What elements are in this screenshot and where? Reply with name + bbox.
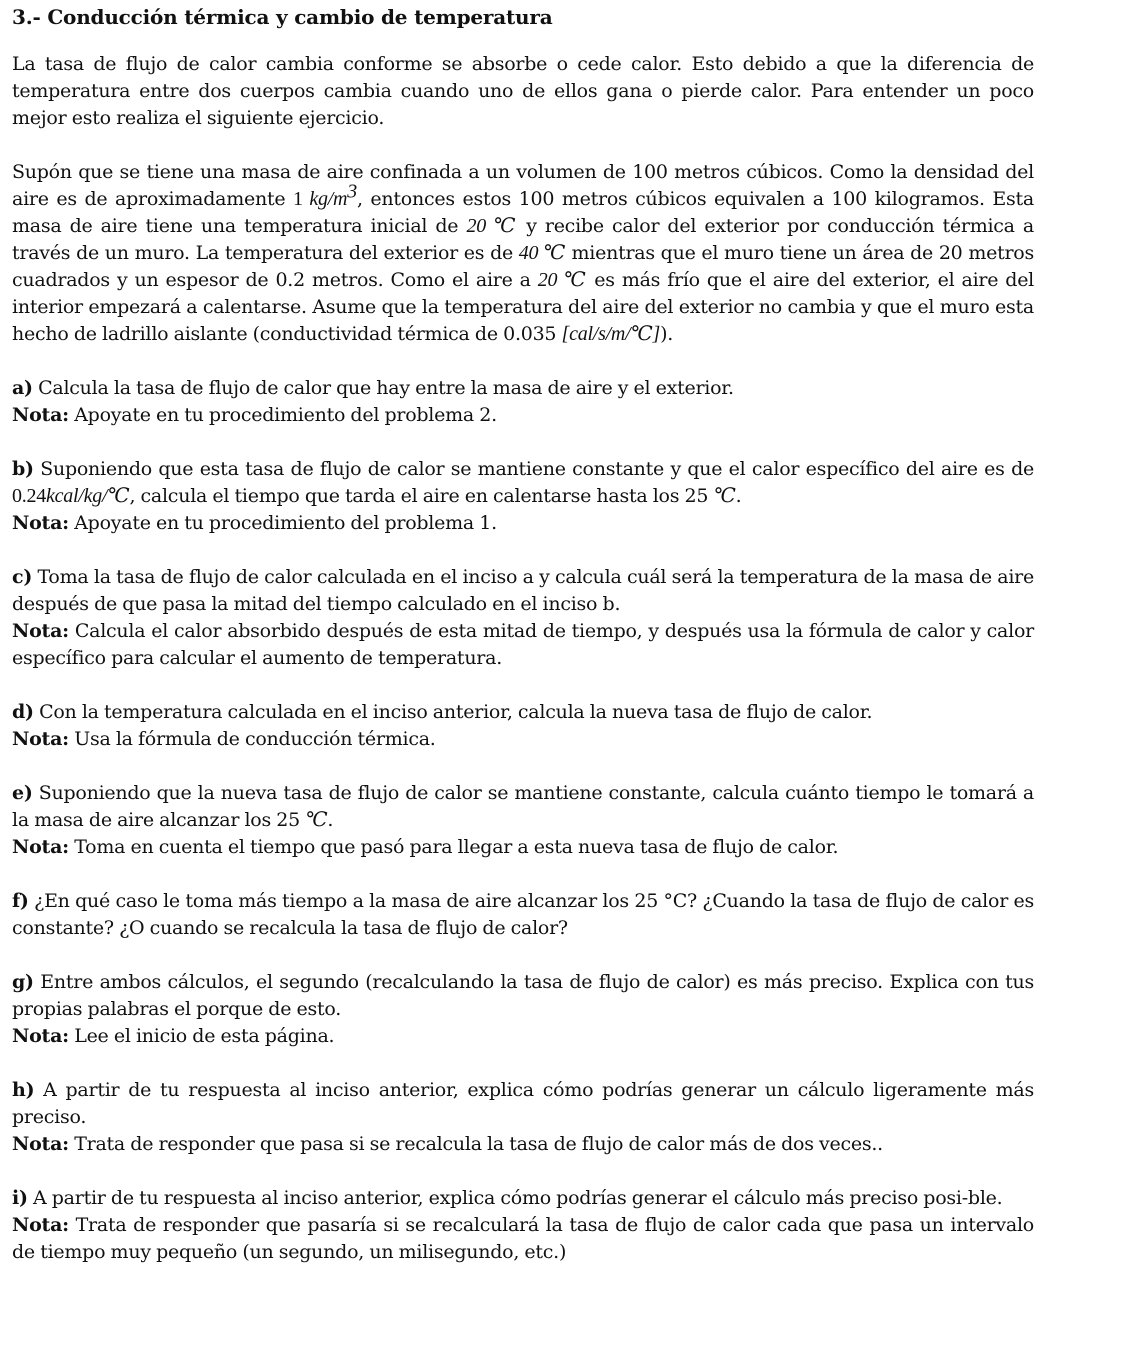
- question-text: Con la temperatura calculada en el inciso anterior, calcula la nueva tasa de flujo de calor.: [33, 701, 873, 723]
- document-page: [12, 0, 1034, 1266]
- note-label: Nota:: [12, 1214, 69, 1236]
- note-text: Trata de responder que pasaría si se recalculará la tasa de flujo de calor cada que pasa un intervalo de tiempo muy pequeño (un segundo, un milisegundo, etc.): [12, 1214, 1034, 1263]
- question-text: Toma la tasa de flujo de calor calculada en el inciso a y calcula cuál será la temperatura de la masa de aire después de que pasa la mitad del tiempo calculado en el inciso b.: [12, 566, 1034, 615]
- question-text: Suponiendo que esta tasa de flujo de calor se mantiene constante y que el calor específico del aire es de: [33, 458, 1034, 480]
- note-a: [12, 402, 1034, 429]
- question-label: i): [12, 1187, 28, 1209]
- question-text: , calcula el tiempo que tarda el aire en calentarse hasta los 25: [129, 485, 714, 507]
- temperature-unit: ℃: [713, 485, 736, 507]
- note-b: [12, 510, 1034, 537]
- note-label: Nota:: [12, 728, 69, 750]
- initial-temperature: 20 ℃: [466, 215, 519, 237]
- question-g: [12, 969, 1034, 1023]
- note-g: [12, 1023, 1034, 1050]
- density-exponent: 3: [347, 180, 357, 203]
- note-h: [12, 1131, 1034, 1158]
- note-text: Lee el inicio de esta página.: [68, 1025, 335, 1047]
- question-text: Calcula la tasa de flujo de calor que hay entre la masa de aire y el exterior.: [32, 377, 734, 399]
- question-label: c): [12, 566, 33, 588]
- note-i: [12, 1212, 1034, 1266]
- question-text: A partir de tu respuesta al inciso anterior, explica cómo podrías generar un cálculo ligeramente más preciso.: [12, 1079, 1034, 1128]
- note-d: [12, 726, 1034, 753]
- problem-setup-paragraph: [12, 159, 1034, 348]
- question-b: [12, 456, 1034, 510]
- note-label: Nota:: [12, 404, 69, 426]
- question-label: b): [12, 458, 34, 480]
- question-h: [12, 1077, 1034, 1131]
- setup-text: ).: [660, 323, 674, 345]
- question-i: [12, 1185, 1034, 1212]
- question-label: a): [12, 377, 33, 399]
- setup-text: mientras que el muro tiene un área de 20 metros cuadrados y un espesor de 0.2 metros. Como el aire a: [12, 242, 1034, 291]
- section-title: 3.- Conducción térmica y cambio de temperatura: [12, 5, 553, 29]
- note-text: Calcula el calor absorbido después de esta mitad de tiempo, y después usa la fórmula de calor y calor específico para calcular el aumento de temperatura.: [12, 620, 1034, 669]
- note-c: [12, 618, 1034, 672]
- note-text: Apoyate en tu procedimiento del problema 2.: [68, 404, 497, 426]
- question-text: Entre ambos cálculos, el segundo (recalculando la tasa de flujo de calor) es más preciso. Explica con tus propias palabras el porque de esto.: [12, 971, 1034, 1020]
- setup-text: y recibe calor del exterior por conducción térmica a través de un muro. La temperatura del exterior es de: [12, 215, 1034, 264]
- question-e: [12, 780, 1034, 834]
- question-f: [12, 888, 1034, 942]
- density-unit: kg/m: [309, 188, 348, 210]
- question-label: e): [12, 782, 33, 804]
- note-e: [12, 834, 1034, 861]
- note-label: Nota:: [12, 620, 69, 642]
- question-label: f): [12, 890, 29, 912]
- question-text: .: [327, 809, 334, 831]
- question-text: Suponiendo que la nueva tasa de flujo de calor se mantiene constante, calcula cuánto tiempo le tomará a la masa de aire alcanzar los 25: [12, 782, 1034, 831]
- note-label: Nota:: [12, 836, 69, 858]
- question-c: [12, 564, 1034, 618]
- note-text: Apoyate en tu procedimiento del problema 1.: [68, 512, 497, 534]
- note-label: Nota:: [12, 1133, 69, 1155]
- note-label: Nota:: [12, 512, 69, 534]
- note-label: Nota:: [12, 1025, 69, 1047]
- question-d: [12, 699, 1034, 726]
- question-label: h): [12, 1079, 35, 1101]
- question-label: d): [12, 701, 34, 723]
- setup-text: , entonces estos 100 metros cúbicos equivalen a 100 kilogramos. Esta masa de aire tiene una temperatura inicial de: [12, 188, 1034, 237]
- question-label: g): [12, 971, 34, 993]
- density-value: 1: [292, 188, 310, 210]
- intro-paragraph: La tasa de flujo de calor cambia conforme se absorbe o cede calor. Esto debido a que la diferencia de temperatura entre dos cuerpos cambia cuando uno de ellos gana o pierde calor. Para entender un poco mejor esto realiza el siguiente ejercicio.: [12, 53, 1034, 129]
- note-text: Toma en cuenta el tiempo que pasó para llegar a esta nueva tasa de flujo de calor.: [68, 836, 839, 858]
- air-temperature: 20 ℃: [537, 269, 588, 291]
- temperature-unit: ℃: [305, 809, 328, 831]
- note-text: Usa la fórmula de conducción térmica.: [68, 728, 436, 750]
- specific-heat-value: 0.24: [12, 485, 46, 507]
- conductivity-unit: [cal/s/m/℃]: [561, 323, 661, 345]
- setup-text: Supón que se tiene una masa de aire confinada a un volumen de 100 metros cúbicos. Como la densidad del aire es de aproximadamente: [12, 161, 1034, 210]
- question-text: ¿En qué caso le toma más tiempo a la masa de aire alcanzar los 25 °C? ¿Cuando la tasa de flujo de calor es constante? ¿O cuando se recalcula la tasa de flujo de calor?: [12, 890, 1034, 939]
- question-text: .: [735, 485, 742, 507]
- specific-heat-unit: kcal/kg/℃: [46, 485, 130, 507]
- setup-text: es más frío que el aire del exterior, el aire del interior empezará a calentarse. Asume que la temperatura del aire del exterior no cambia y que el muro esta hecho de ladrillo aislante (conductividad térmica de 0.035: [12, 269, 1035, 345]
- note-text: Trata de responder que pasa si se recalcula la tasa de flujo de calor más de dos veces..: [68, 1133, 883, 1155]
- question-text: A partir de tu respuesta al inciso anterior, explica cómo podrías generar el cálculo más preciso posi-ble.: [27, 1187, 1003, 1209]
- question-a: [12, 375, 1034, 402]
- exterior-temperature: 40 ℃: [518, 242, 566, 264]
